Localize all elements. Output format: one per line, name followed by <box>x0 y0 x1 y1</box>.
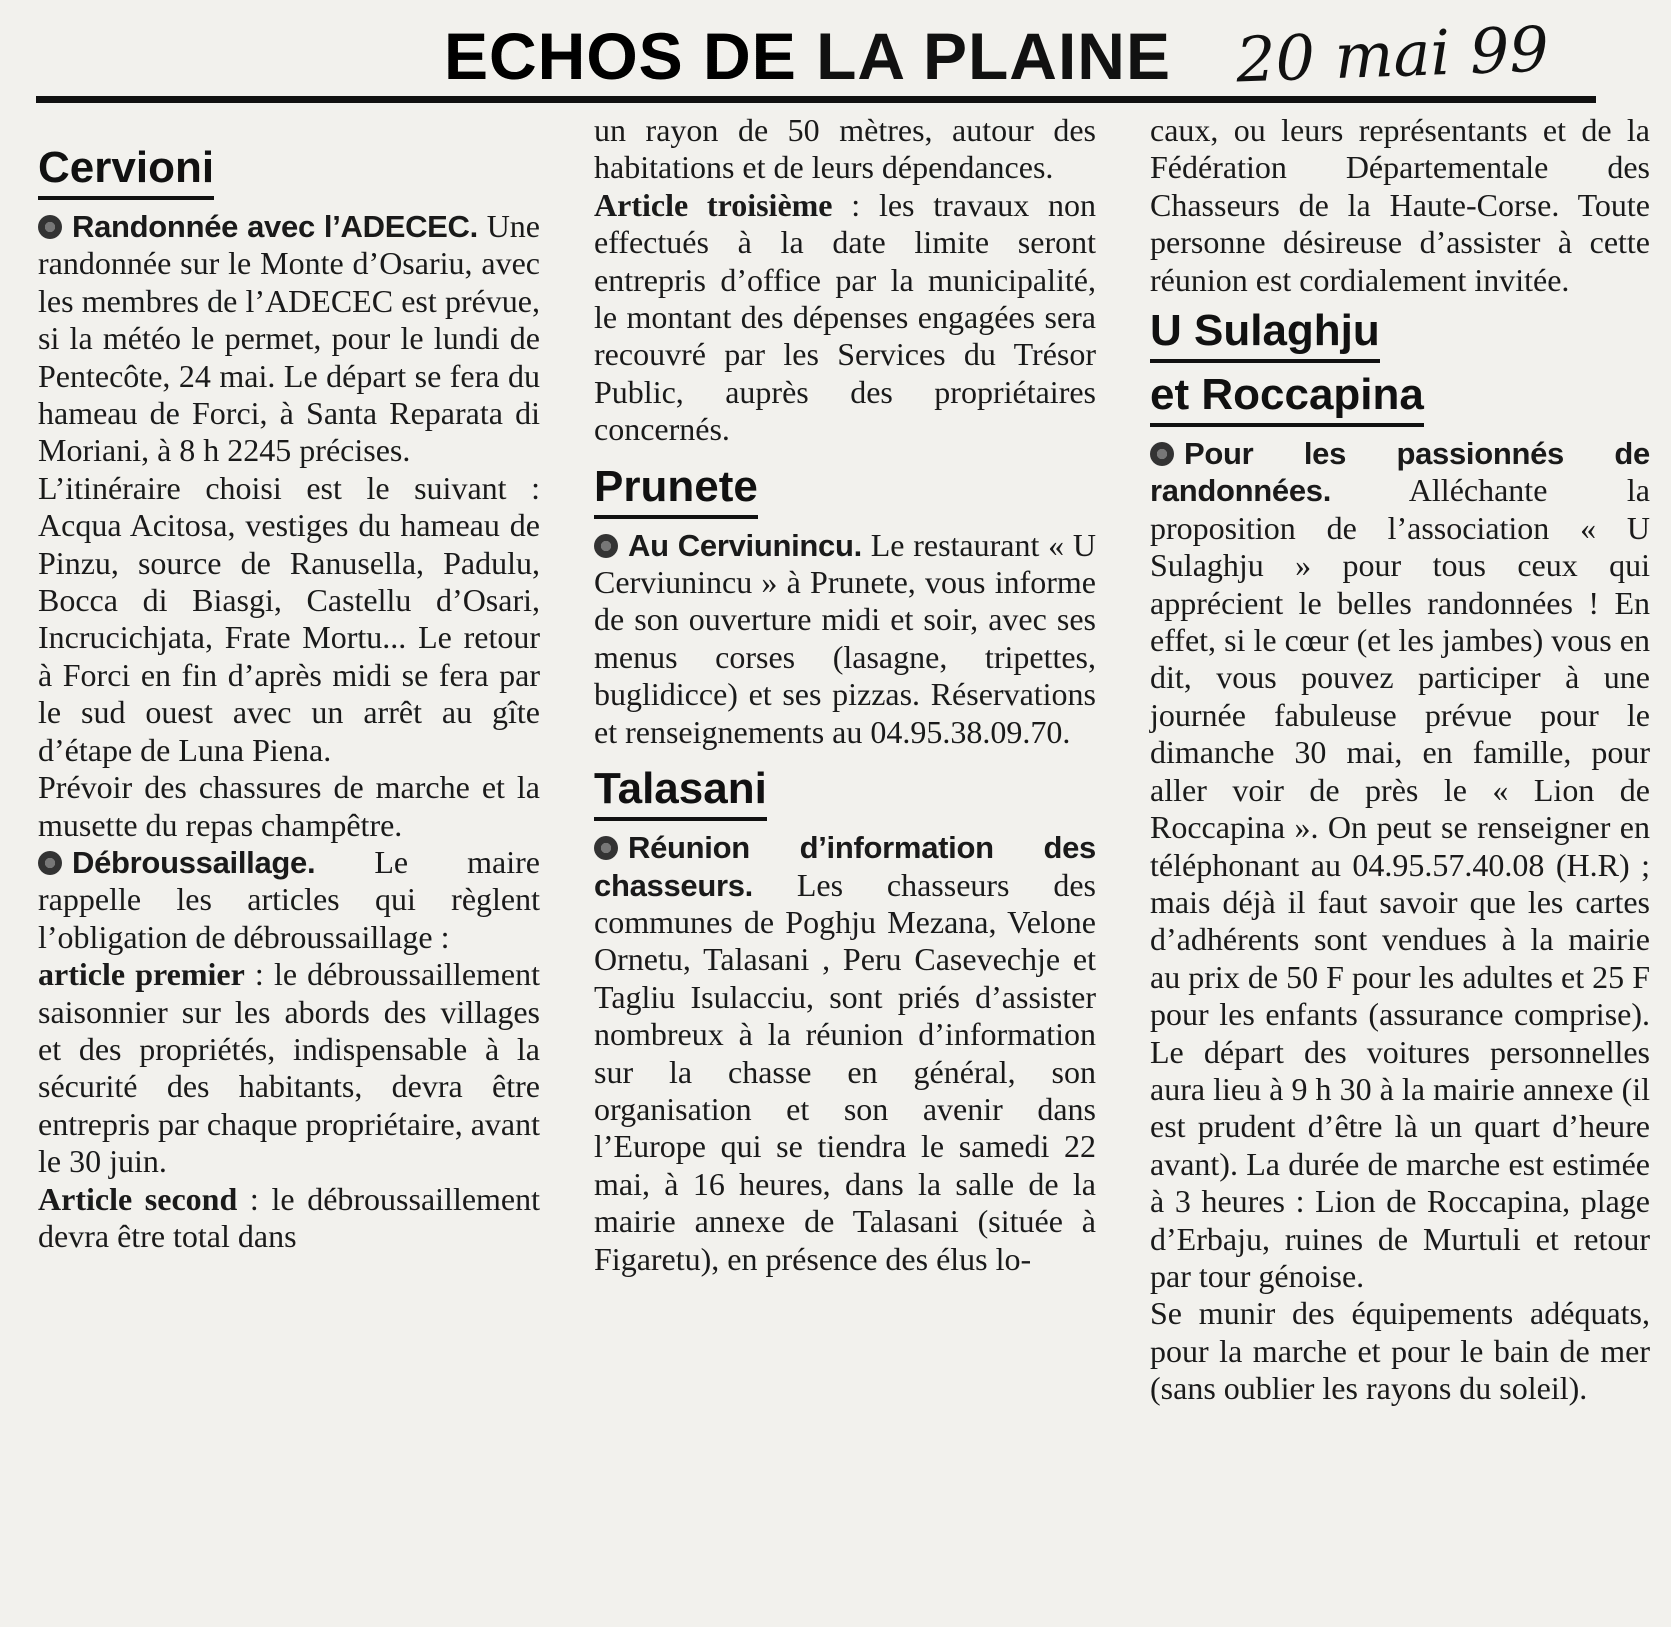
masthead-title-part2: LA PLAINE <box>816 19 1171 93</box>
bullet-icon <box>594 836 618 860</box>
column-2 <box>594 112 1096 1619</box>
article-randonnee <box>38 208 540 470</box>
handwritten-date: 20 mai 99 <box>1234 12 1550 97</box>
masthead-title <box>444 16 1171 96</box>
article-debroussaillage <box>38 844 540 956</box>
article-reunion-chasseurs <box>594 829 1096 1278</box>
bullet-icon <box>38 215 62 239</box>
article-passionnes <box>1150 435 1650 1295</box>
bullet-icon <box>38 851 62 875</box>
masthead-title-part1: ECHOS DE <box>444 19 797 93</box>
text-cerviunincu: Le restaurant « U Cerviunincu » à Prunete, vous informe de son ouverture midi et soir, avec ses menus corses (lasagne, tripettes, buglidicce) et ses pizzas. Réservations et renseignements au 04.95.38.09.70. <box>594 526 1097 750</box>
paragraph-article-second-cont: un rayon de 50 mètres, autour des habitations et de leurs dépendances. <box>594 112 1096 186</box>
article-cerviunincu <box>594 527 1096 751</box>
label-article-troisieme: Article troisième <box>594 186 833 223</box>
paragraph-prevoir: Prévoir des chassures de marche et la musette du repas champêtre. <box>38 769 540 843</box>
lead-reunion-chasseurs: Réunion d’information des chasseurs. <box>594 830 1096 903</box>
masthead-rule <box>36 96 1596 103</box>
paragraph-article-troisieme <box>594 187 1096 449</box>
lead-passionnes: Pour les passionnés de randonnées. <box>1150 436 1650 509</box>
text-debroussaillage: Le maire rappelle les articles qui règlent l’obligation de débroussaillage : <box>38 843 541 955</box>
section-title-prunete: Prunete <box>594 461 758 519</box>
text-article-premier: : le débroussaillement saisonnier sur les abords des villages et des propriétés, indispensable à la sécurité des habitants, devra être entrepris par chaque propriétaire, avant le 30 juin. <box>38 956 540 1180</box>
label-article-second: Article second <box>38 1180 238 1217</box>
bullet-icon <box>1150 442 1174 466</box>
lead-randonnee: Randonnée avec l’ADECEC. <box>72 209 478 244</box>
column-1 <box>38 112 540 1619</box>
paragraph-reunion-cont: caux, ou leurs représentants et de la Fédération Départementale des Chasseurs de la Haute-Corse. Toute personne désireuse d’assister à cette réunion est cordialement invitée. <box>1150 112 1650 298</box>
label-article-premier: article premier <box>38 956 245 993</box>
section-title-cervioni: Cervioni <box>38 142 214 200</box>
masthead <box>36 10 1596 96</box>
text-article-second: : le débroussaillement devra être total dans <box>38 1180 541 1254</box>
section-title-sulaghju-line2: et Roccapina <box>1150 369 1424 427</box>
paragraph-se-munir: Se munir des équipements adéquats, pour la marche et pour le bain de mer (sans oublier les rayons du soleil). <box>1150 1295 1650 1407</box>
column-3 <box>1150 112 1650 1619</box>
text-article-troisieme: : les travaux non effectués à la date limite seront entrepris d’office par la municipalité, le montant des dépenses engagées sera recouvré par les Services du Trésor Public, auprès des propriétaires concernés. <box>594 186 1097 448</box>
section-title-talasani: Talasani <box>594 763 767 821</box>
bullet-icon <box>594 534 618 558</box>
paragraph-article-second <box>38 1181 540 1256</box>
paragraph-itineraire: L’itinéraire choisi est le suivant : Acqua Acitosa, vestiges du hameau de Pinzu, source de Ranusella, Padulu, Bocca di Biasgi, Castellu d’Osari, Incrucichjata, Frate Mortu... Le retour à Forci en fin d’après midi se fera par le sud ouest avec un arrêt au gîte d’étape de Luna Piena. <box>38 469 540 768</box>
lead-cerviunincu: Au Cerviunincu. <box>628 527 862 563</box>
text-reunion-chasseurs: Les chasseurs des communes de Poghju Mezana, Velone Ornetu, Talasani , Peru Casevechje et Tagliu Isulacciu, sont priés d’assister nombreux à la réunion d’information sur la chasse en général, son organisation et son avenir dans l’Europe qui se tiendra le samedi 22 mai, à 16 heures, dans la salle de la mairie annexe de Talasani (située à Figaretu), en présence des élus lo- <box>594 866 1097 1277</box>
section-title-sulaghju-line1: U Sulaghju <box>1150 305 1380 363</box>
text-passionnes: Alléchante la proposition de l’association « U Sulaghju » pour tous ceux qui apprécient le belles randonnées ! En effet, si le cœur (et les jambes) vous en dit, vous pouvez participer à une journée fabuleuse prévue pour le dimanche 30 mai, en famille, pour aller voir de près le « Lion de Roccapina ». On peut se renseigner en téléphonant au 04.95.57.40.08 (H.R) ; mais déjà il faut savoir que les cartes d’adhérents sont vendues à la mairie au prix de 50 F pour les adultes et 25 F pour les enfants (assurance comprise). Le départ des voitures personnelles aura lieu à 9 h 30 à la mairie annexe (il est prudent d’être là un quart d’heure avant). La durée de marche est estimée à 3 heures : Lion de Roccapina, plage d’Erbaju, ruines de Murtuli et retour par tour génoise. <box>1150 472 1651 1294</box>
lead-debroussaillage: Débroussaillage. <box>72 844 316 880</box>
text-randonnee: Une randonnée sur le Monte d’Osariu, avec les membres de l’ADECEC est prévue, si la météo le permet, pour le lundi de Pentecôte, 24 mai. Le départ se fera du hameau de Forci, à Santa Reparata di Moriani, à 8 h 2245 précises. <box>38 208 540 469</box>
paragraph-article-premier <box>38 956 540 1180</box>
